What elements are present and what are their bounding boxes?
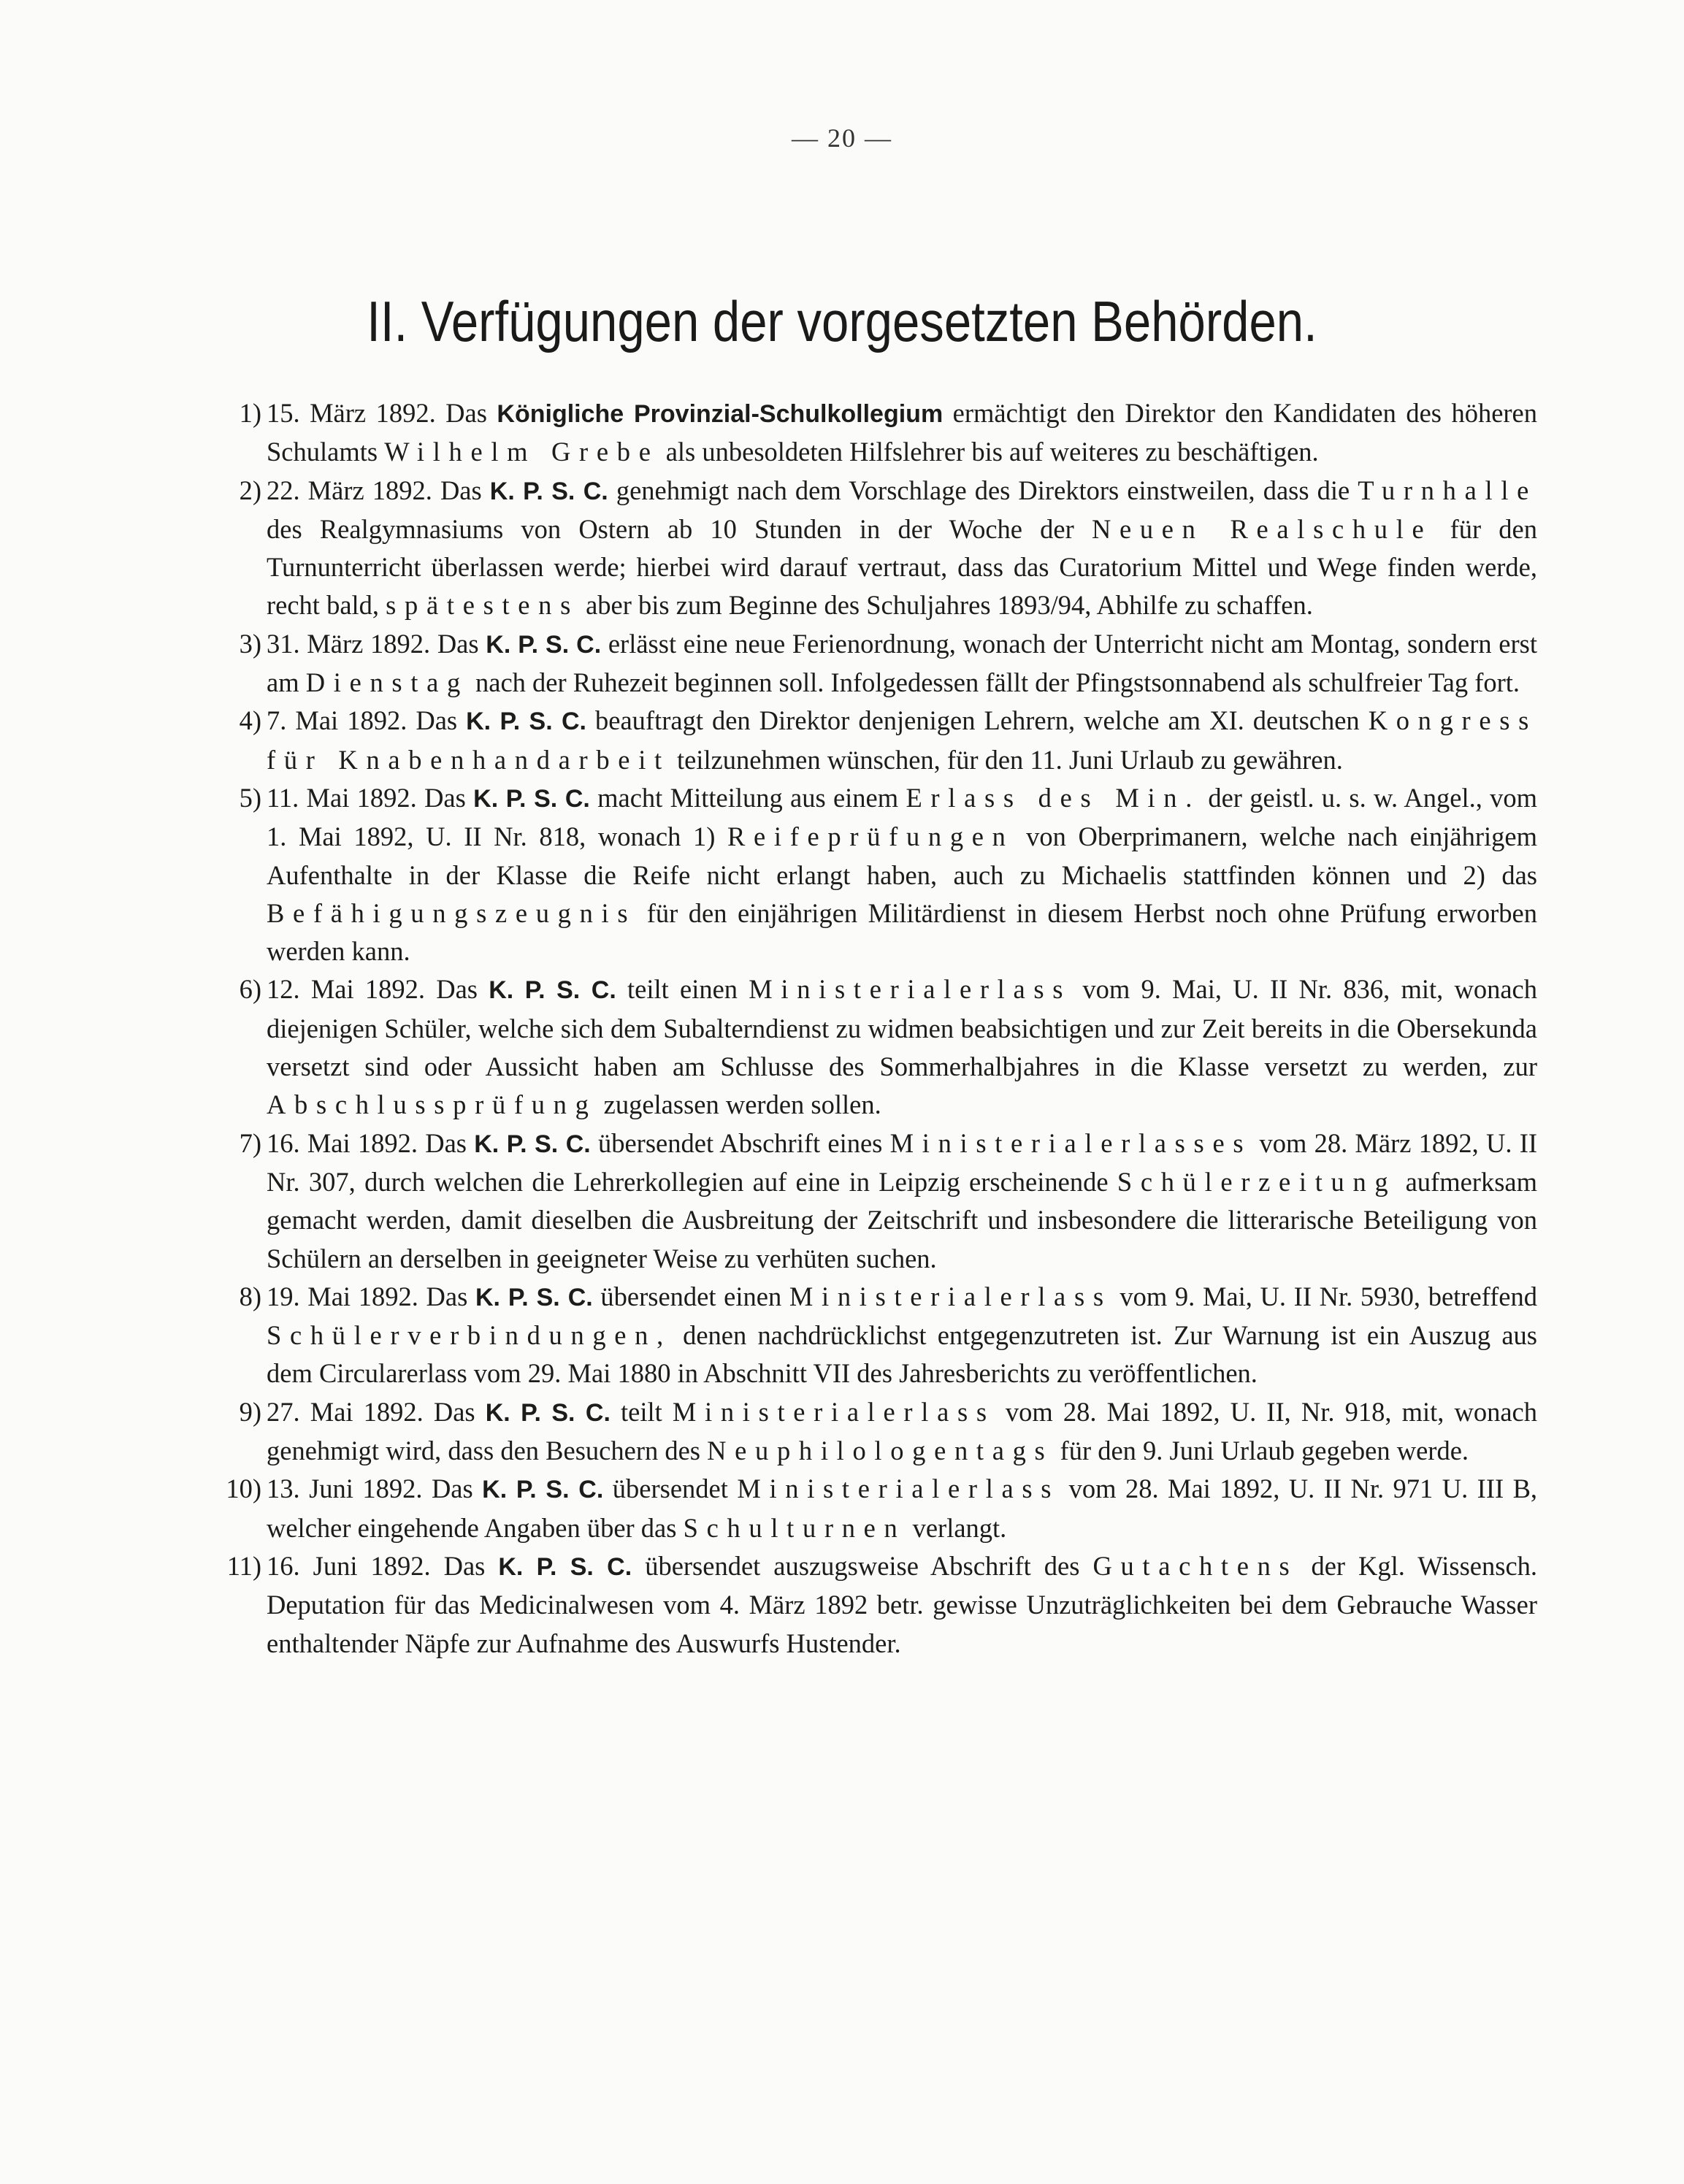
authority-label: K. P. S. C. — [485, 1398, 611, 1427]
item-date: 16. Juni 1892. — [267, 1550, 431, 1581]
ordinances-list — [226, 394, 1538, 1663]
item-number: 9) — [239, 1396, 261, 1427]
page-title: II. Verfügungen der vorgesetzten Behörden. — [367, 289, 1317, 353]
authority-label: K. P. S. C. — [482, 1476, 604, 1504]
item-number: 2) — [239, 475, 261, 505]
item-date: 12. Mai 1892. — [267, 974, 426, 1005]
spaced-emphasis: Schülerzeitung — [1117, 1166, 1397, 1197]
authority-label: K. P. S. C. — [466, 708, 586, 736]
item-date: 19. Mai 1892. — [267, 1281, 418, 1311]
authority-label: K. P. S. C. — [486, 630, 602, 659]
item-date: 22. März 1892. — [267, 475, 432, 505]
spaced-emphasis: Turnhalle — [1358, 475, 1538, 505]
spaced-emphasis: Befähigungszeugnis — [267, 897, 637, 928]
item-number: 3) — [239, 628, 261, 659]
list-item: 5) 11. Mai 1892. Das K. P. S. C. macht Mitteilung aus einem Erlass des Min. der geistl. u. s. w. Angel., vom 1. Mai 1892, U. II Nr. 818, wonach 1) Reifeprüfungen von Oberprimanern, welche nach einjährigem Aufenthalte in der Klasse die Reife nicht erlangt haben, auch zu Michaelis stattfinden können und 2) das Befähigungszeugnis für den einjährigen Militärdienst in diesem Herbst noch ohne Prüfung erworben werden kann. — [267, 779, 1537, 970]
item-number: 11) — [226, 1550, 261, 1581]
authority-label: K. P. S. C. — [489, 976, 616, 1005]
item-number: 5) — [239, 782, 261, 813]
item-date: 11. Mai 1892. — [267, 782, 417, 813]
spaced-emphasis: Ministerialerlass — [672, 1396, 995, 1427]
spaced-emphasis: Dienstag — [305, 667, 469, 698]
spaced-emphasis: Ministerialerlass — [737, 1474, 1060, 1504]
list-item: 2) 22. März 1892. Das K. P. S. C. genehmigt nach dem Vorschlage des Direktors einstweilen, dass die Turnhalle des Realgymnasiums von Ostern ab 10 Stunden in der Woche der Neuen Realschule für den Turnunterricht überlassen werde; hierbei wird darauf vertraut, dass das Curatorium Mittel und Wege finden werde, recht bald, spätestens aber bis zum Beginne des Schuljahres 1893/94, Abhilfe zu schaffen. — [267, 472, 1537, 625]
item-date: 27. Mai 1892. — [267, 1396, 424, 1427]
list-item: 11) 16. Juni 1892. Das K. P. S. C. übersendet auszugsweise Abschrift des Gutachtens der Kgl. Wissensch. Deputation für das Medicinalwesen vom 4. März 1892 betr. gewisse Unzuträglichkeiten bei dem Gebrauche Wasser enthaltender Näpfe zur Aufnahme des Auswurfs Hustender. — [267, 1547, 1537, 1663]
list-item: 10) 13. Juni 1892. Das K. P. S. C. übersendet Ministerialerlass vom 28. Mai 1892, U. II Nr. 971 U. III B, welcher eingehende Angaben über das Schulturnen verlangt. — [267, 1470, 1537, 1547]
item-date: 7. Mai 1892. — [267, 705, 407, 736]
item-number: 6) — [239, 974, 261, 1005]
list-item: 7) 16. Mai 1892. Das K. P. S. C. übersendet Abschrift eines Ministerialerlasses vom 28. März 1892, U. II Nr. 307, durch welchen die Lehrerkollegien auf eine in Leipzig erscheinende Schülerzeitung aufmerksam gemacht werden, damit dieselben die Ausbreitung der Zeitschrift und insbesondere die litterarische Beteiligung von Schülern an derselben in geeigneter Weise zu verhüten suchen. — [267, 1124, 1537, 1278]
authority-label: K. P. S. C. — [475, 1283, 593, 1311]
spaced-emphasis: Neuphilologentags — [707, 1436, 1054, 1466]
spaced-emphasis: Wilhelm Grebe — [384, 437, 659, 467]
page-number: — 20 — — [792, 123, 892, 153]
list-item: 1) 15. März 1892. Das Königliche Provinzial-Schulkollegium ermächtigt den Direktor den Kandidaten des höheren Schulamts Wilhelm Grebe als unbesoldeten Hilfslehrer bis auf weiteres zu beschäftigen. — [267, 394, 1537, 472]
spaced-emphasis: Ministerialerlass — [789, 1281, 1112, 1311]
item-date: 31. März 1892. — [267, 628, 431, 659]
spaced-emphasis: Ministerialerlasses — [889, 1127, 1252, 1158]
item-date: 13. Juni 1892. — [267, 1474, 423, 1504]
item-number: 4) — [239, 705, 261, 736]
authority-label: K. P. S. C. — [489, 477, 608, 505]
authority-label: K. P. S. C. — [473, 784, 590, 813]
authority-label: K. P. S. C. — [474, 1130, 591, 1158]
spaced-emphasis: Schulturnen — [683, 1512, 906, 1543]
list-item: 3) 31. März 1892. Das K. P. S. C. erlässt eine neue Ferienordnung, wonach der Unterricht nicht am Montag, sondern erst am Dienstag nach der Ruhezeit beginnen soll. Infolgedessen fällt der Pfingstsonnabend als schulfreier Tag fort. — [267, 625, 1537, 702]
spaced-emphasis: Abschlussprüfung — [267, 1089, 597, 1120]
spaced-emphasis: Schülerverbindungen, — [267, 1320, 672, 1351]
item-number: 8) — [239, 1281, 261, 1311]
spaced-emphasis: spätestens — [386, 590, 579, 621]
spaced-emphasis: Ministerialerlass — [749, 974, 1072, 1005]
list-item: 6) 12. Mai 1892. Das K. P. S. C. teilt einen Ministerialerlass vom 9. Mai, U. II Nr. 836, mit, wonach diejenigen Schüler, welche sich dem Subalterndienst zu widmen beabsichtigen und zur Zeit bereits in die Obersekunda versetzt sind oder Aussicht haben am Schlusse des Sommerhalbjahres in die Klasse versetzt zu werden, zur Abschlussprüfung zugelassen werden sollen. — [267, 970, 1537, 1124]
spaced-emphasis: Erlass des Min. — [906, 782, 1201, 813]
authority-label: Königliche Provinzial-Schulkollegium — [497, 400, 944, 428]
item-number: 7) — [239, 1127, 261, 1158]
spaced-emphasis: Neuen Realschule — [1091, 513, 1433, 544]
item-date: 16. Mai 1892. — [267, 1127, 418, 1158]
item-number: 1) — [239, 398, 261, 428]
list-item: 8) 19. Mai 1892. Das K. P. S. C. übersendet einen Ministerialerlass vom 9. Mai, U. II Nr. 5930, betreffend Schülerverbindungen, denen nachdrücklichst entgegenzutreten ist. Zur Warnung ist ein Auszug aus dem Circularerlass vom 29. Mai 1880 in Abschnitt VII des Jahresberichts zu veröffentlichen. — [267, 1278, 1537, 1393]
item-number: 10) — [226, 1474, 261, 1504]
spaced-emphasis: Reifeprüfungen — [727, 821, 1014, 852]
spaced-emphasis: Gutachtens — [1092, 1550, 1298, 1581]
list-item: 4) 7. Mai 1892. Das K. P. S. C. beauftragt den Direktor denjenigen Lehrern, welche am XI. deutschen Kongress für Knabenhandarbeit teilzunehmen wünschen, für den 11. Juni Urlaub zu gewähren. — [267, 702, 1537, 779]
spaced-emphasis: Kongress für Knabenhandarbeit — [267, 705, 1538, 775]
authority-label: K. P. S. C. — [498, 1552, 632, 1581]
list-item: 9) 27. Mai 1892. Das K. P. S. C. teilt Ministerialerlass vom 28. Mai 1892, U. II, Nr. 918, mit, wonach genehmigt wird, dass den Besuchern des Neuphilologentags für den 9. Juni Urlaub gegeben werde. — [267, 1393, 1537, 1471]
item-date: 15. März 1892. — [267, 398, 436, 428]
